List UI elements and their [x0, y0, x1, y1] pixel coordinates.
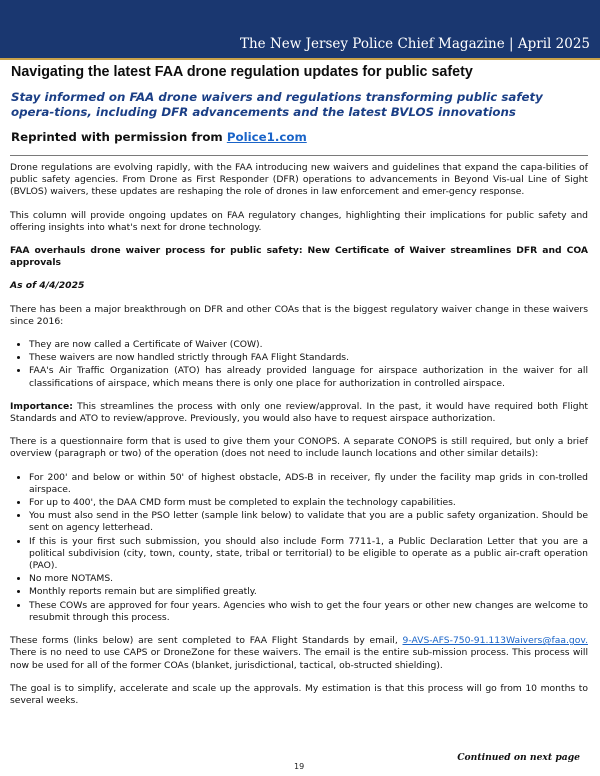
list-item: • For 200' and below or within 50' of highest obstacle, ADS-B in receiver, fly under the facility map grids in con-trolled airspace.: [29, 472, 588, 496]
goal-paragraph: The goal is to simplify, accelerate and scale up the approvals. My estimation is that this process will go from 10 months to several weeks.: [10, 682, 588, 706]
list-item: • You must also send in the PSO letter (sample link below) to validate that you are a public safety organization. Should be sent on agency letterhead.: [29, 510, 588, 534]
forms-suffix: There is no need to use CAPS or DroneZone for these waivers. The email is the entire sub-mission process. This process will now be used for all of the former COAs (blanket, jurisdictional, tactical, ob-structed shielding).: [10, 647, 588, 671]
article-subtitle: Stay informed on FAA drone waivers and regulations transforming public safety opera-tions, including DFR advancements and the latest BVLOS innovations: [11, 90, 543, 119]
waiver-change-list: [10, 339, 588, 390]
divider: [10, 155, 588, 156]
continued-note: Continued on next page: [457, 752, 580, 763]
magazine-header: [0, 0, 600, 60]
article-body: [10, 63, 588, 718]
list-item: • No more NOTAMS.: [29, 573, 588, 585]
intro-paragraph-1: Drone regulations are evolving rapidly, with the FAA introducing new waivers and guidelines that expand the capa-bilities of public safety agencies. From Drone as First Responder (DFR) operations to advancements in Beyond Vis-ual Line of Sight (BVLOS) waivers, these updates are reshaping the role of drones in law enforcement and emer-gency response.: [10, 162, 588, 198]
list-item: • These COWs are approved for four years. Agencies who wish to get the four years or other new changes are welcome to resubmit through this process.: [29, 600, 588, 624]
intro-paragraph-2: This column will provide ongoing updates on FAA regulatory changes, highlighting their implications for public safety and offering insights into what's next for drone technology.: [10, 209, 588, 233]
reprint-credit: [11, 130, 588, 145]
list-item: • FAA's Air Traffic Organization (ATO) has already provided language for airspace authorization in the waiver for all classifications of airspace, which means there is only one place for authorization in controlled airspace.: [29, 365, 588, 389]
importance-paragraph: [10, 401, 588, 425]
importance-text: This streamlines the process with only one review/approval. In the past, it would have required both Flight Standards and ATO to review/approve. Previously, you would also have to request airspace authorization.: [10, 400, 588, 425]
section-heading: FAA overhauls drone waiver process for public safety: New Certificate of Waiver streamlines DFR and COA approvals: [10, 245, 588, 269]
list-item: • They are now called a Certificate of Waiver (COW).: [29, 339, 588, 351]
list-item: • These waivers are now handled strictly through FAA Flight Standards.: [29, 352, 588, 364]
as-of-date: As of 4/4/2025: [10, 280, 85, 292]
magazine-title: The New Jersey Police Chief Magazine | April 2025: [239, 36, 590, 52]
requirements-list: [10, 472, 588, 624]
list-item: • If this is your first such submission, you should also include Form 7711-1, a Public Declaration Letter that you are a political subdivision (city, town, county, state, tribal or territorial) to be eligible to operate as a public air-craft operation (PAO).: [29, 536, 588, 573]
page-number: 19: [294, 762, 305, 771]
waiver-email-link[interactable]: 9-AVS-AFS-750-91.113Waivers@faa.gov.: [402, 635, 588, 647]
importance-label: Importance:: [10, 400, 73, 412]
breakthrough-paragraph: There has been a major breakthrough on DFR and other COAs that is the biggest regulatory waiver change in these waivers since 2016:: [10, 303, 588, 327]
article-title: Navigating the latest FAA drone regulation updates for public safety: [11, 64, 473, 80]
forms-paragraph: [10, 635, 588, 672]
list-item: • Monthly reports remain but are simplified greatly.: [29, 586, 588, 598]
reprint-prefix: Reprinted with permission from: [11, 130, 227, 144]
list-item: • For up to 400', the DAA CMD form must be completed to explain the technology capabilities.: [29, 497, 588, 509]
questionnaire-paragraph: There is a questionnaire form that is used to give them your CONOPS. A separate CONOPS is still required, but only a brief overview (paragraph or two) of the operation (does not need to include launch locations and other similar details):: [10, 436, 588, 460]
forms-prefix: These forms (links below) are sent completed to FAA Flight Standards by email,: [10, 635, 403, 647]
police1-link[interactable]: Police1.com: [226, 130, 307, 144]
